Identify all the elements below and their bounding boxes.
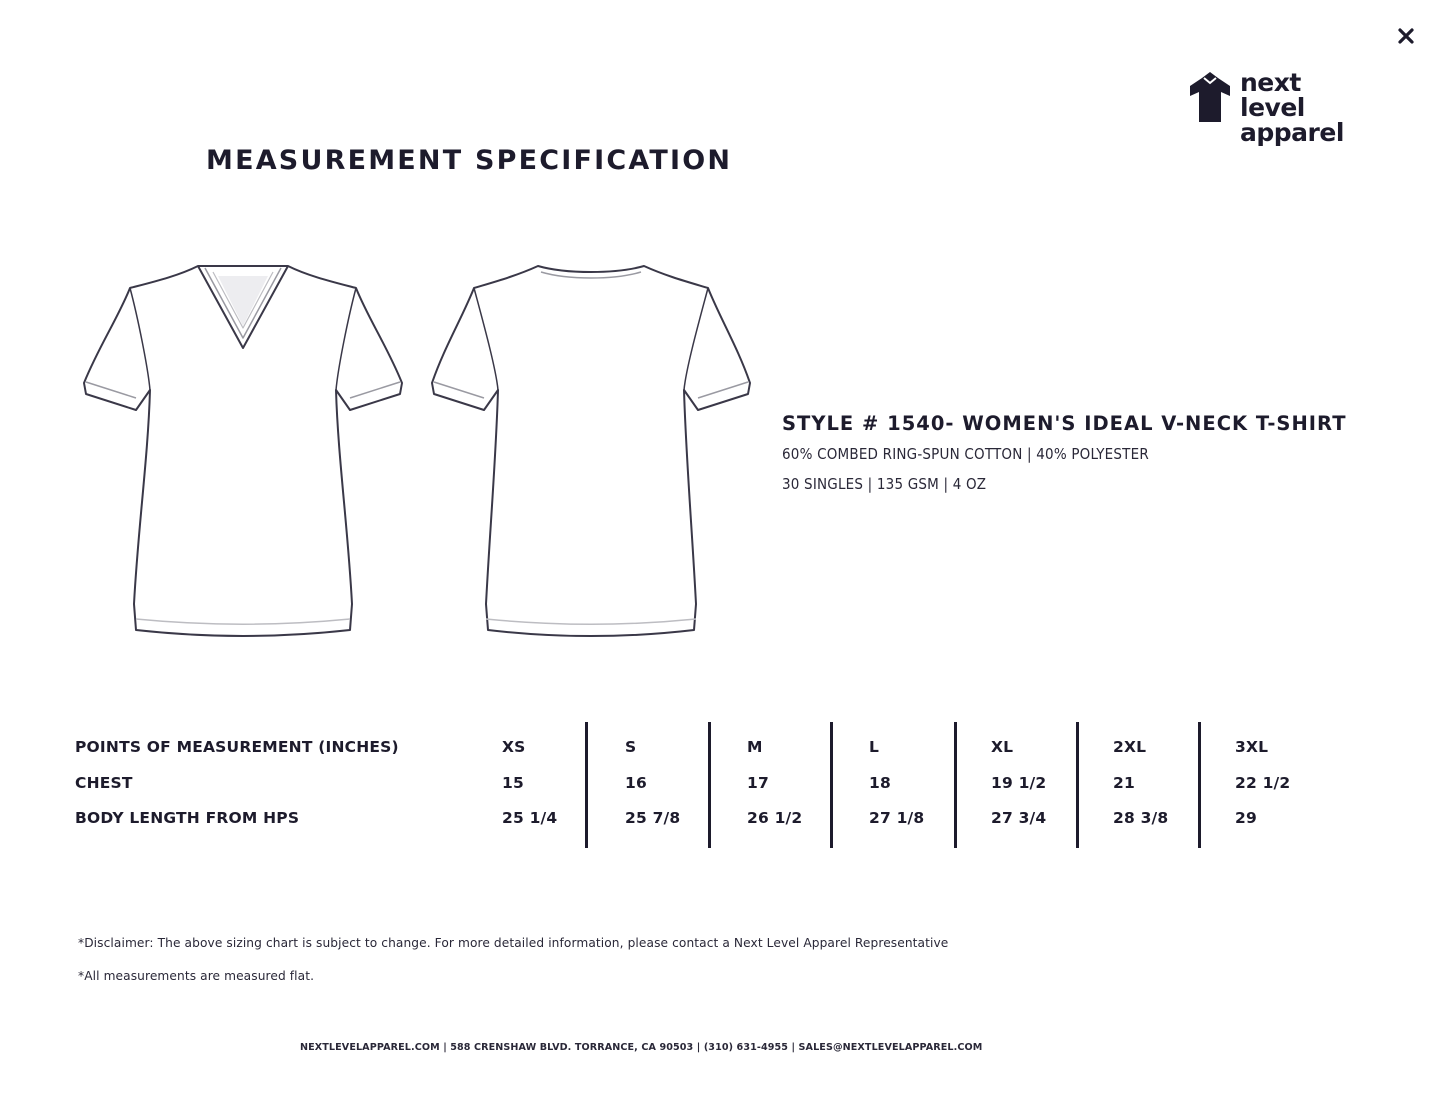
- logo-line-1: next level: [1240, 68, 1305, 122]
- table-header-label: POINTS OF MEASUREMENT (INCHES): [75, 738, 399, 756]
- row-label-chest: CHEST: [75, 774, 133, 792]
- close-icon: [1392, 22, 1420, 50]
- logo-wordmark: [1240, 70, 1344, 145]
- body-length-value-xl: 27 3/4: [991, 809, 1047, 827]
- body-length-value-m: 26 1/2: [747, 809, 803, 827]
- chest-value-xl: 19 1/2: [991, 774, 1047, 792]
- close-button[interactable]: [1392, 22, 1420, 50]
- disclaimer-notes: [78, 936, 948, 983]
- size-header-3xl: 3XL: [1235, 738, 1269, 756]
- measurement-note: *All measurements are measured flat.: [78, 969, 315, 983]
- product-info: [782, 412, 1347, 493]
- column-divider: [1076, 722, 1079, 848]
- size-table: [0, 722, 1445, 852]
- shirt-back-illustration: [426, 258, 756, 646]
- body-length-value-xs: 25 1/4: [502, 809, 558, 827]
- column-divider: [585, 722, 588, 848]
- column-divider: [1198, 722, 1201, 848]
- chest-value-xs: 15: [502, 774, 524, 792]
- size-header-xs: XS: [502, 738, 526, 756]
- product-fabric: 60% COMBED RING-SPUN COTTON | 40% POLYESTER: [782, 445, 1149, 463]
- body-length-value-s: 25 7/8: [625, 809, 681, 827]
- size-header-l: L: [869, 738, 880, 756]
- body-length-value-3xl: 29: [1235, 809, 1257, 827]
- body-length-value-2xl: 28 3/8: [1113, 809, 1169, 827]
- column-divider: [708, 722, 711, 848]
- chest-value-l: 18: [869, 774, 891, 792]
- page-title: MEASUREMENT SPECIFICATION: [206, 145, 733, 176]
- disclaimer-note: *Disclaimer: The above sizing chart is subject to change. For more detailed information, please contact a Next Level Apparel Representative: [78, 936, 949, 950]
- shirt-front-illustration: [78, 258, 408, 646]
- product-name: STYLE # 1540- WOMEN'S IDEAL V-NECK T-SHIRT: [782, 412, 1347, 435]
- row-label-body-length: BODY LENGTH FROM HPS: [75, 809, 300, 827]
- size-header-2xl: 2XL: [1113, 738, 1147, 756]
- logo-line-2: apparel: [1240, 118, 1344, 147]
- product-spec: 30 SINGLES | 135 GSM | 4 OZ: [782, 475, 987, 493]
- column-divider: [954, 722, 957, 848]
- chest-value-m: 17: [747, 774, 769, 792]
- size-header-s: S: [625, 738, 637, 756]
- chest-value-3xl: 22 1/2: [1235, 774, 1291, 792]
- chest-value-2xl: 21: [1113, 774, 1135, 792]
- size-header-xl: XL: [991, 738, 1014, 756]
- body-length-value-l: 27 1/8: [869, 809, 925, 827]
- chest-value-s: 16: [625, 774, 647, 792]
- contact-footer: NEXTLEVELAPPAREL.COM | 588 CRENSHAW BLVD. TORRANCE, CA 90503 | (310) 631-4955 | SALES@NEXTLEVELAPPAREL.COM: [300, 1042, 983, 1053]
- column-divider: [830, 722, 833, 848]
- size-header-m: M: [747, 738, 763, 756]
- tshirt-logo-icon: [1188, 72, 1232, 122]
